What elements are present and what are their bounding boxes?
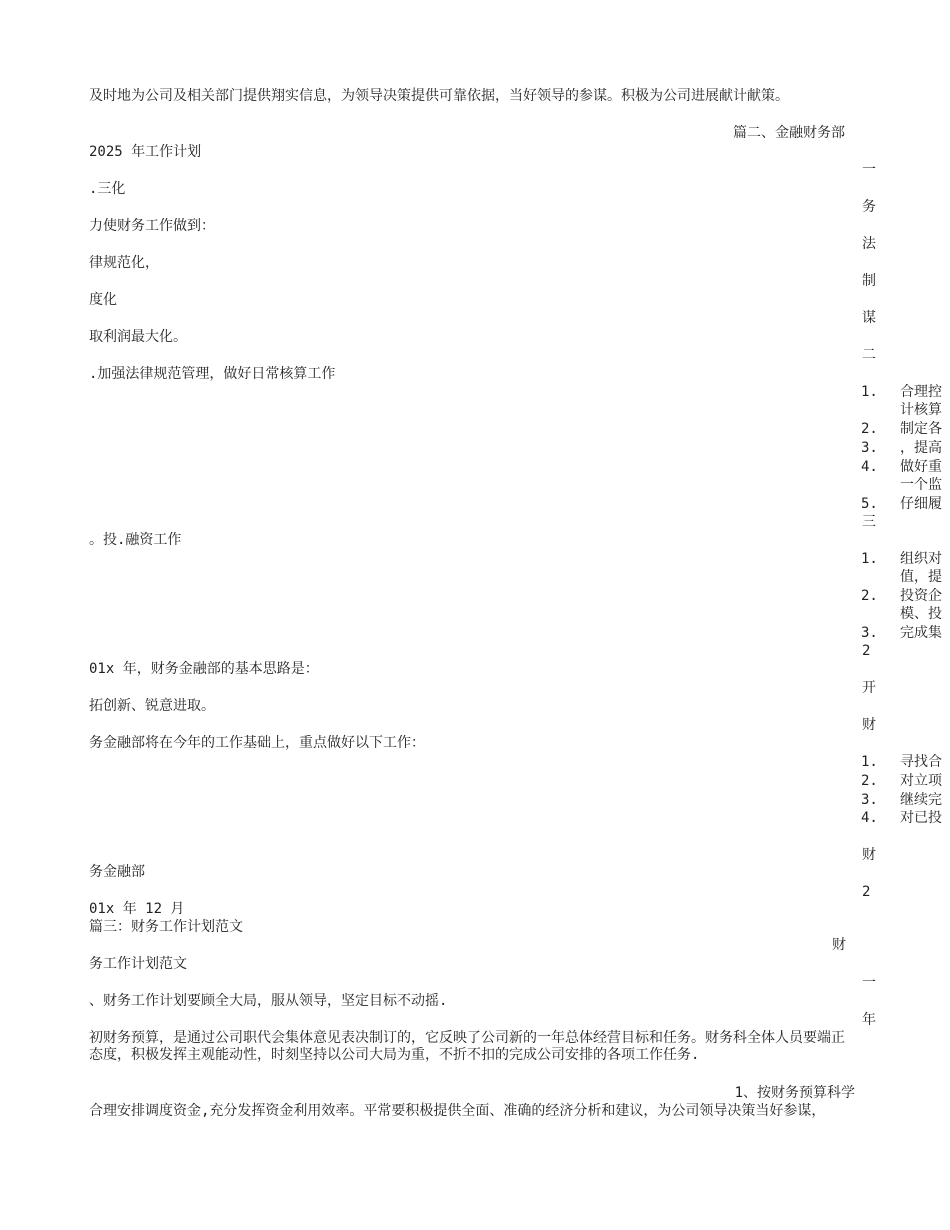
list-number: 5.: [861, 496, 878, 512]
list-number: 4.: [861, 459, 878, 475]
side-char: 法: [862, 236, 876, 252]
list-number: 1.: [861, 551, 878, 567]
list-item-cont: 值，提: [900, 569, 942, 585]
list-number: 1.: [861, 754, 878, 770]
list-item-cont: 模、投: [900, 606, 942, 622]
list-number: 2.: [861, 421, 878, 437]
subheading: 1、按财务预算科学: [734, 1085, 855, 1101]
text-line: 度化: [89, 292, 117, 308]
date-line: 01x 年 12 月: [89, 901, 185, 917]
text-line: 务工作计划范文: [89, 956, 187, 972]
side-char: 2: [862, 884, 871, 900]
paragraph-funds: 合理安排调度资金,充分发挥资金利用效率。平常要积极提供全面、准确的经济分析和建议，为公司领导决策当好参谋，: [89, 1103, 826, 1119]
side-char: 一: [862, 975, 876, 991]
list-item: 继续完: [900, 792, 942, 808]
list-item: 对立项: [900, 773, 942, 789]
side-char: 谋: [862, 310, 876, 326]
text-line: .加强法律规范管理，做好日常核算工作: [89, 366, 336, 382]
side-char: 财: [862, 717, 876, 733]
list-item: ，提高: [900, 440, 942, 456]
text-line: 拓创新、锐意进取。: [89, 698, 215, 714]
text-line: 取利润最大化。: [89, 329, 187, 345]
side-char: 开: [862, 680, 876, 696]
list-item: 组织对: [900, 551, 942, 567]
list-item: 制定各: [900, 421, 942, 437]
side-char: 制: [862, 273, 876, 289]
paragraph-budget: 初财务预算，是通过公司职代会集体意见表决制订的，它反映了公司新的一年总体经营目标和任务。财务科全体人员要端正态度，积极发挥主观能动性，时刻坚持以公司大局为重，不折不扣的完成公司安排的各项工作任务.: [89, 1030, 845, 1063]
section-heading-2: 篇二、金融财务部: [733, 125, 845, 141]
list-item: 做好重: [900, 459, 942, 475]
list-number: 2.: [861, 588, 878, 604]
paragraph-top: 及时地为公司及相关部门提供翔实信息，为领导决策提供可靠依据，当好领导的参谋。积极为公司进展献计献策。: [89, 88, 789, 104]
list-number: 1.: [861, 384, 878, 400]
side-char: 年: [862, 1012, 876, 1028]
list-item-cont: 计核算: [900, 402, 942, 418]
list-item: 投资企: [900, 588, 942, 604]
text-line: 。投.融资工作: [89, 532, 182, 548]
side-char: 二: [862, 347, 876, 363]
text-line: 律规范化，: [89, 255, 159, 271]
text-line: 务金融部将在今年的工作基础上，重点做好以下工作：: [89, 735, 425, 751]
list-number: 3.: [861, 440, 878, 456]
plan-title: 2025 年工作计划: [89, 144, 202, 160]
list-item: 寻找合: [900, 754, 942, 770]
side-char: 2: [862, 643, 871, 659]
list-number: 3.: [861, 792, 878, 808]
list-number: 3.: [861, 625, 878, 641]
list-item: 对已投: [900, 810, 942, 826]
text-line: .三化: [89, 181, 126, 197]
list-number: 2.: [861, 773, 878, 789]
list-number: 4.: [861, 810, 878, 826]
list-item-cont: 一个监: [900, 477, 942, 493]
text-line: 力使财务工作做到：: [89, 218, 215, 234]
side-char: 务: [862, 199, 876, 215]
section-heading-3: 篇三：财务工作计划范文: [89, 919, 243, 935]
list-item: 完成集: [900, 625, 942, 641]
text-fragment: 财: [832, 937, 846, 953]
list-item: 合理控: [900, 384, 942, 400]
department-name: 务金融部: [89, 864, 145, 880]
side-char: 财: [862, 847, 876, 863]
side-char: 一: [862, 162, 876, 178]
side-char: 三: [862, 514, 876, 530]
list-item: 仔细履: [900, 496, 942, 512]
text-line: 、财务工作计划要顾全大局，服从领导，坚定目标不动摇.: [89, 993, 448, 1009]
text-line: 01x 年，财务金融部的基本思路是：: [89, 661, 319, 677]
